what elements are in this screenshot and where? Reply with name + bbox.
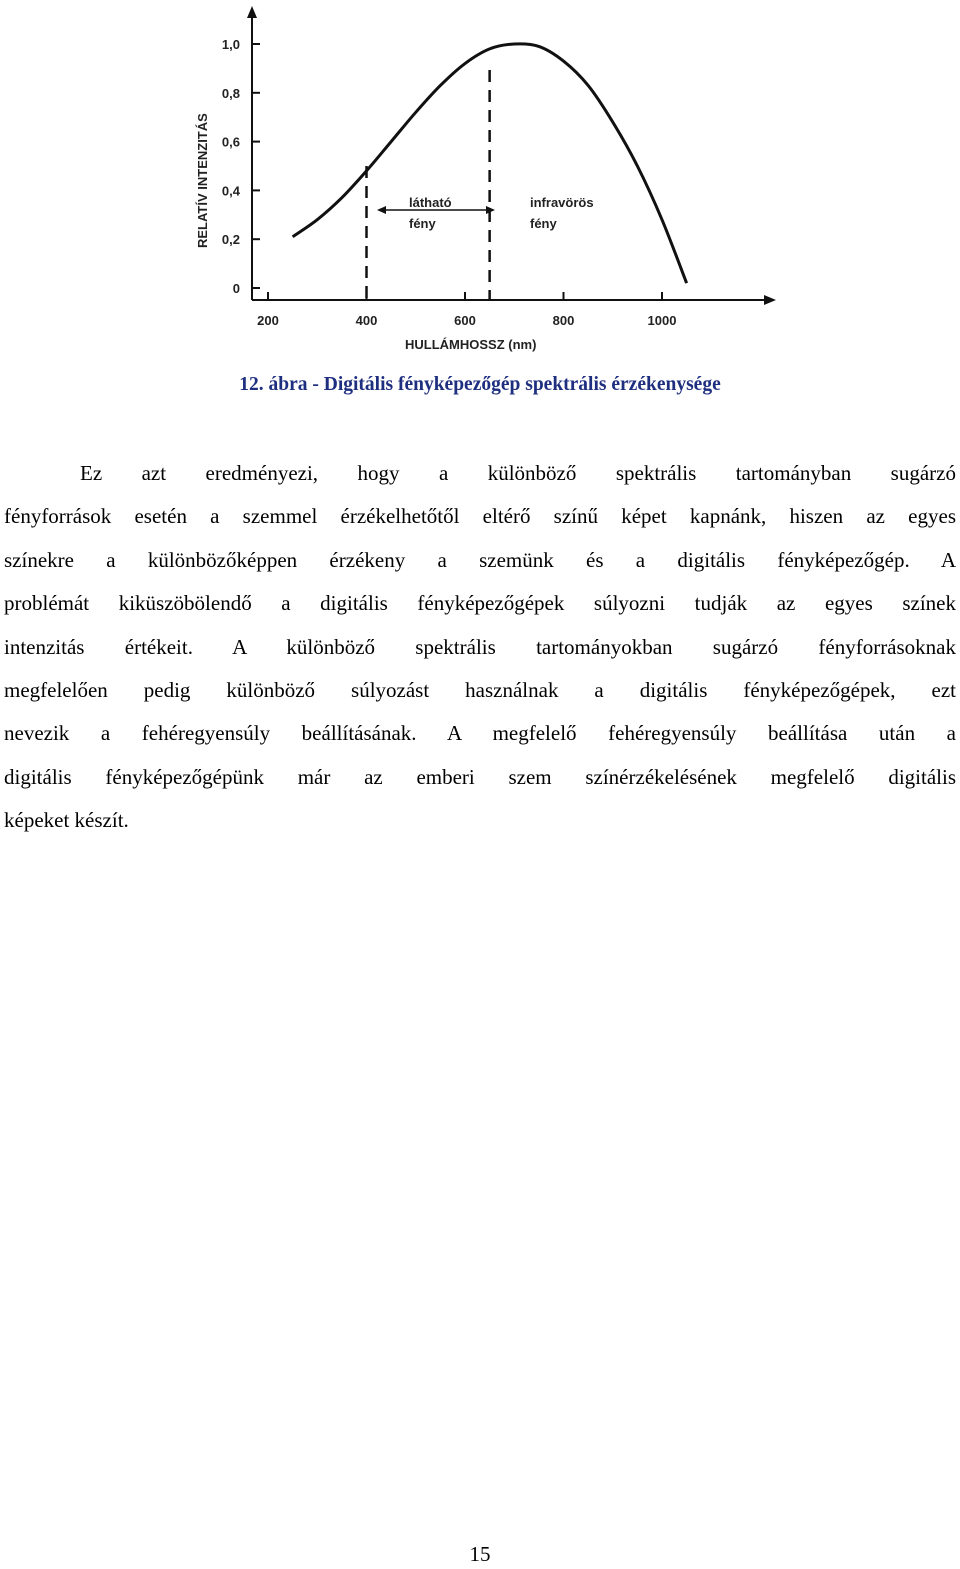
y-tick-label: 0,6 xyxy=(221,134,240,150)
y-tick-label: 0 xyxy=(232,281,240,296)
paragraph-line: problémát kiküszöbölendő a digitális fényképezőgépek súlyozni tudják az egyes színek xyxy=(4,591,956,616)
infrared-label-line2: fény xyxy=(530,216,557,231)
visible-label-line2: fény xyxy=(409,216,436,231)
paragraph-line: intenzitás értékeit. A különböző spektrális tartományokban sugárzó fényforrásoknak xyxy=(4,634,956,659)
spectral-sensitivity-chart xyxy=(180,0,780,360)
x-axis-arrow xyxy=(764,295,776,305)
paragraph-line: nevezik a fehéregyensúly beállításának. A megfelelő fehéregyensúly beállítása után a xyxy=(4,721,956,746)
x-tick-label: 200 xyxy=(257,313,279,328)
x-tick-label: 800 xyxy=(552,313,575,328)
y-axis-arrow xyxy=(247,6,257,18)
paragraph-line: fényforrások esetén a szemmel érzékelhetőtől eltérő színű képet kapnánk, hiszen az egyes xyxy=(4,504,956,529)
y-tick-label: 0,8 xyxy=(221,85,240,101)
x-tick-label: 400 xyxy=(355,313,378,328)
paragraph-line: színekre a különbözőképpen érzékeny a szemünk és a digitális fényképezőgép. A xyxy=(4,547,956,572)
visible-label-line1: látható xyxy=(409,195,452,210)
y-tick-label: 1,0 xyxy=(221,37,240,52)
infrared-label-line1: infravörös xyxy=(530,195,594,210)
figure-caption: 12. ábra - Digitális fényképezőgép spektrális érzékenysége xyxy=(239,374,721,395)
y-tick-label: 0,4 xyxy=(221,183,240,199)
x-tick-label: 600 xyxy=(454,313,476,328)
visible-arrow-left-head xyxy=(377,206,386,214)
y-tick-label: 0,2 xyxy=(221,232,240,248)
paragraph xyxy=(4,452,956,843)
x-axis-label: HULLÁMHOSSZ (nm) xyxy=(405,337,537,352)
paragraph-line: képeket készít. xyxy=(4,808,129,833)
paragraph-line: megfelelően pedig különböző súlyozást használnak a digitális fényképezőgépek, ezt xyxy=(4,678,956,703)
y-axis-label: RELATÍV INTENZITÁS xyxy=(195,113,210,248)
paragraph-line: Ez azt eredményezi, hogy a különböző spektrális tartományban sugárzó xyxy=(80,461,956,485)
x-tick-label: 1000 xyxy=(647,313,677,328)
page-number: 15 xyxy=(469,1542,491,1566)
paragraph-line: digitális fényképezőgépünk már az emberi szem színérzékelésének megfelelő digitális xyxy=(4,764,956,789)
